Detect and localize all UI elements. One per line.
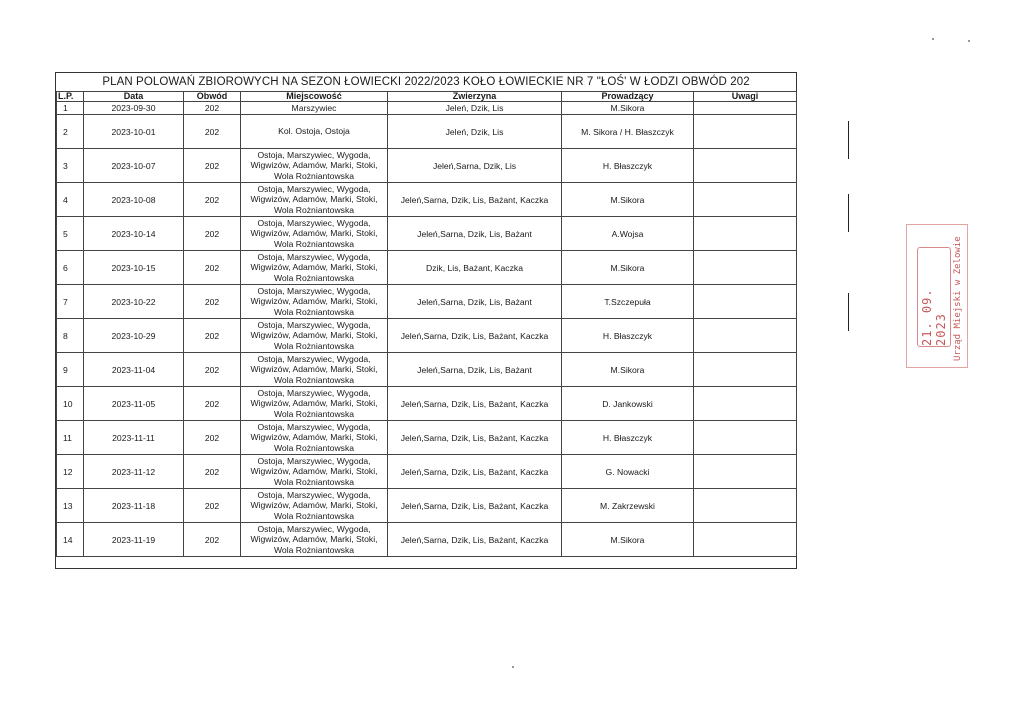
- cell-leader: M.Sikora: [562, 102, 694, 115]
- cell-date: 2023-10-22: [84, 285, 184, 319]
- cell-place: [241, 217, 388, 251]
- place-line: Ostoja, Marszywiec, Wygoda,: [257, 523, 371, 534]
- table-row: [57, 353, 797, 387]
- table-row: [57, 285, 797, 319]
- table-row: [57, 523, 797, 557]
- stamp-office-name: Urząd Miejski w Zelowie: [953, 236, 963, 361]
- place-line: Wigwizów, Adamów, Marki, Stoki,: [250, 500, 378, 511]
- cell-notes: [694, 102, 797, 115]
- cell-date: 2023-11-18: [84, 489, 184, 523]
- cell-place: [241, 387, 388, 421]
- place-line: Wigwizów, Adamów, Marki, Stoki,: [250, 466, 378, 477]
- table-row: [57, 251, 797, 285]
- cell-notes: [694, 319, 797, 353]
- place-line: Wola Rożniantowska: [273, 170, 355, 181]
- cell-lp: 9: [57, 353, 84, 387]
- cell-lp: 4: [57, 183, 84, 217]
- table-row: [57, 149, 797, 183]
- hunting-schedule-table: [56, 91, 797, 557]
- cell-date: 2023-10-15: [84, 251, 184, 285]
- cell-lp: 2: [57, 115, 84, 149]
- cell-leader: G. Nowacki: [562, 455, 694, 489]
- cell-notes: [694, 251, 797, 285]
- cell-leader: M.Sikora: [562, 353, 694, 387]
- place-line: Wola Rożniantowska: [273, 408, 355, 419]
- cell-district: 202: [184, 102, 241, 115]
- scan-speck: [512, 666, 514, 668]
- cell-game: Jeleń,Sarna, Dzik, Lis, Bażant: [388, 353, 562, 387]
- cell-notes: [694, 285, 797, 319]
- cell-date: 2023-10-29: [84, 319, 184, 353]
- hunting-plan-document: [55, 72, 797, 569]
- cell-date: 2023-11-04: [84, 353, 184, 387]
- table-row: [57, 115, 797, 149]
- place-line: Wigwizów, Adamów, Marki, Stoki,: [250, 262, 378, 273]
- cell-district: 202: [184, 387, 241, 421]
- cell-notes: [694, 149, 797, 183]
- scan-speck: [968, 40, 970, 42]
- place-line: Ostoja, Marszywiec, Wygoda,: [257, 217, 371, 228]
- cell-place: [241, 353, 388, 387]
- table-row: [57, 217, 797, 251]
- cell-leader: M.Sikora: [562, 183, 694, 217]
- header-district: Obwód: [184, 92, 241, 102]
- cell-notes: [694, 217, 797, 251]
- cell-notes: [694, 183, 797, 217]
- cell-place: [241, 115, 388, 149]
- place-line: Wola Rożniantowska: [273, 476, 355, 487]
- header-place: Miejscowość: [241, 92, 388, 102]
- place-line: Wola Rożniantowska: [273, 442, 355, 453]
- cell-game: Jeleń,Sarna, Dzik, Lis, Bażant, Kaczka: [388, 387, 562, 421]
- cell-leader: M. Zakrzewski: [562, 489, 694, 523]
- table-row: [57, 319, 797, 353]
- cell-date: 2023-11-05: [84, 387, 184, 421]
- place-line: Wola Rożniantowska: [273, 510, 355, 521]
- header-game: Zwierzyna: [388, 92, 562, 102]
- cell-game: Jeleń,Sarna, Dzik, Lis, Bażant, Kaczka: [388, 183, 562, 217]
- header-date: Data: [84, 92, 184, 102]
- cell-notes: [694, 489, 797, 523]
- margin-mark: [848, 121, 849, 159]
- cell-leader: M.Sikora: [562, 523, 694, 557]
- cell-lp: 12: [57, 455, 84, 489]
- cell-lp: 7: [57, 285, 84, 319]
- cell-place: [241, 102, 388, 115]
- cell-game: Jeleń,Sarna, Dzik, Lis, Bażant, Kaczka: [388, 489, 562, 523]
- place-line: Wola Rożniantowska: [273, 544, 355, 555]
- place-line: Wigwizów, Adamów, Marki, Stoki,: [250, 398, 378, 409]
- cell-place: [241, 251, 388, 285]
- place-line: Kol. Ostoja, Ostoja: [278, 126, 350, 137]
- cell-leader: H. Błaszczyk: [562, 421, 694, 455]
- cell-lp: 13: [57, 489, 84, 523]
- place-line: Wigwizów, Adamów, Marki, Stoki,: [250, 432, 378, 443]
- cell-district: 202: [184, 353, 241, 387]
- table-row: [57, 421, 797, 455]
- cell-place: [241, 285, 388, 319]
- place-line: Ostoja, Marszywiec, Wygoda,: [257, 455, 371, 466]
- cell-date: 2023-11-12: [84, 455, 184, 489]
- cell-game: Jeleń,Sarna, Dzik, Lis, Bażant, Kaczka: [388, 523, 562, 557]
- cell-leader: H. Błaszczyk: [562, 149, 694, 183]
- cell-notes: [694, 387, 797, 421]
- cell-game: Jeleń, Dzik, Lis: [388, 115, 562, 149]
- cell-leader: M.Sikora: [562, 251, 694, 285]
- cell-date: 2023-10-01: [84, 115, 184, 149]
- cell-leader: D. Jankowski: [562, 387, 694, 421]
- cell-place: [241, 421, 388, 455]
- cell-date: 2023-11-11: [84, 421, 184, 455]
- cell-place: [241, 183, 388, 217]
- place-line: Ostoja, Marszywiec, Wygoda,: [257, 319, 371, 330]
- place-line: Wola Rożniantowska: [273, 374, 355, 385]
- cell-date: 2023-10-08: [84, 183, 184, 217]
- cell-district: 202: [184, 489, 241, 523]
- place-line: Wola Rożniantowska: [273, 238, 355, 249]
- cell-place: [241, 489, 388, 523]
- cell-game: Jeleń,Sarna, Dzik, Lis: [388, 149, 562, 183]
- place-line: Wigwizów, Adamów, Marki, Stoki,: [250, 228, 378, 239]
- place-line: Ostoja, Marszywiec, Wygoda,: [257, 353, 371, 364]
- cell-lp: 5: [57, 217, 84, 251]
- cell-lp: 14: [57, 523, 84, 557]
- cell-district: 202: [184, 251, 241, 285]
- table-row: [57, 183, 797, 217]
- place-line: Ostoja, Marszywiec, Wygoda,: [257, 387, 371, 398]
- cell-district: 202: [184, 421, 241, 455]
- cell-place: [241, 523, 388, 557]
- header-leader: Prowadzący: [562, 92, 694, 102]
- cell-district: 202: [184, 115, 241, 149]
- document-title: PLAN POLOWAŃ ZBIOROWYCH NA SEZON ŁOWIECKI 2022/2023 KOŁO ŁOWIECKIE NR 7 "ŁOŚ' W ŁODZI OBWÓD 202: [102, 76, 750, 88]
- cell-district: 202: [184, 149, 241, 183]
- table-row: [57, 489, 797, 523]
- cell-date: 2023-09-30: [84, 102, 184, 115]
- cell-place: [241, 149, 388, 183]
- cell-notes: [694, 455, 797, 489]
- cell-lp: 3: [57, 149, 84, 183]
- place-line: Wigwizów, Adamów, Marki, Stoki,: [250, 296, 378, 307]
- place-line: Wola Rożniantowska: [273, 340, 355, 351]
- cell-game: Jeleń,Sarna, Dzik, Lis, Bażant, Kaczka: [388, 421, 562, 455]
- cell-notes: [694, 523, 797, 557]
- cell-leader: M. Sikora / H. Błaszczyk: [562, 115, 694, 149]
- cell-game: Jeleń, Dzik, Lis: [388, 102, 562, 115]
- cell-leader: T.Szczepuła: [562, 285, 694, 319]
- cell-notes: [694, 115, 797, 149]
- place-line: Wola Rożniantowska: [273, 204, 355, 215]
- cell-lp: 6: [57, 251, 84, 285]
- cell-notes: [694, 353, 797, 387]
- table-body: [57, 102, 797, 557]
- table-row: [57, 387, 797, 421]
- place-line: Wigwizów, Adamów, Marki, Stoki,: [250, 534, 378, 545]
- margin-mark: [848, 194, 849, 232]
- cell-notes: [694, 421, 797, 455]
- place-line: Ostoja, Marszywiec, Wygoda,: [257, 251, 371, 262]
- place-line: Ostoja, Marszywiec, Wygoda,: [257, 285, 371, 296]
- place-line: Wola Rożniantowska: [273, 306, 355, 317]
- place-line: Wigwizów, Adamów, Marki, Stoki,: [250, 160, 378, 171]
- cell-lp: 1: [57, 102, 84, 115]
- cell-game: Jeleń,Sarna, Dzik, Lis, Bażant: [388, 285, 562, 319]
- cell-date: 2023-11-19: [84, 523, 184, 557]
- place-line: Wigwizów, Adamów, Marki, Stoki,: [250, 364, 378, 375]
- place-line: Ostoja, Marszywiec, Wygoda,: [257, 421, 371, 432]
- cell-place: [241, 319, 388, 353]
- cell-district: 202: [184, 183, 241, 217]
- cell-district: 202: [184, 285, 241, 319]
- cell-leader: H. Błaszczyk: [562, 319, 694, 353]
- place-line: Wigwizów, Adamów, Marki, Stoki,: [250, 194, 378, 205]
- cell-game: Jeleń,Sarna, Dzik, Lis, Bażant, Kaczka: [388, 455, 562, 489]
- cell-date: 2023-10-14: [84, 217, 184, 251]
- margin-mark: [848, 293, 849, 331]
- place-line: Marszywiec: [291, 102, 337, 113]
- cell-game: Dzik, Lis, Bażant, Kaczka: [388, 251, 562, 285]
- cell-district: 202: [184, 217, 241, 251]
- table-header-row: [57, 92, 797, 102]
- place-line: Ostoja, Marszywiec, Wygoda,: [257, 489, 371, 500]
- stamp-date: 21. 09. 2023: [917, 247, 951, 347]
- place-line: Ostoja, Marszywiec, Wygoda,: [257, 183, 371, 194]
- place-line: Ostoja, Marszywiec, Wygoda,: [257, 149, 371, 160]
- scan-speck: [932, 38, 934, 40]
- table-row: [57, 102, 797, 115]
- cell-district: 202: [184, 523, 241, 557]
- cell-date: 2023-10-07: [84, 149, 184, 183]
- office-stamp: [906, 224, 968, 368]
- place-line: Wigwizów, Adamów, Marki, Stoki,: [250, 330, 378, 341]
- cell-game: Jeleń,Sarna, Dzik, Lis, Bażant, Kaczka: [388, 319, 562, 353]
- cell-game: Jeleń,Sarna, Dzik, Lis, Bażant: [388, 217, 562, 251]
- table-row: [57, 455, 797, 489]
- cell-lp: 8: [57, 319, 84, 353]
- place-line: Wola Rożniantowska: [273, 272, 355, 283]
- cell-district: 202: [184, 319, 241, 353]
- header-notes: Uwagi: [694, 92, 797, 102]
- cell-district: 202: [184, 455, 241, 489]
- header-lp: L.P.: [57, 92, 84, 102]
- cell-lp: 11: [57, 421, 84, 455]
- cell-leader: A.Wojsa: [562, 217, 694, 251]
- cell-lp: 10: [57, 387, 84, 421]
- cell-place: [241, 455, 388, 489]
